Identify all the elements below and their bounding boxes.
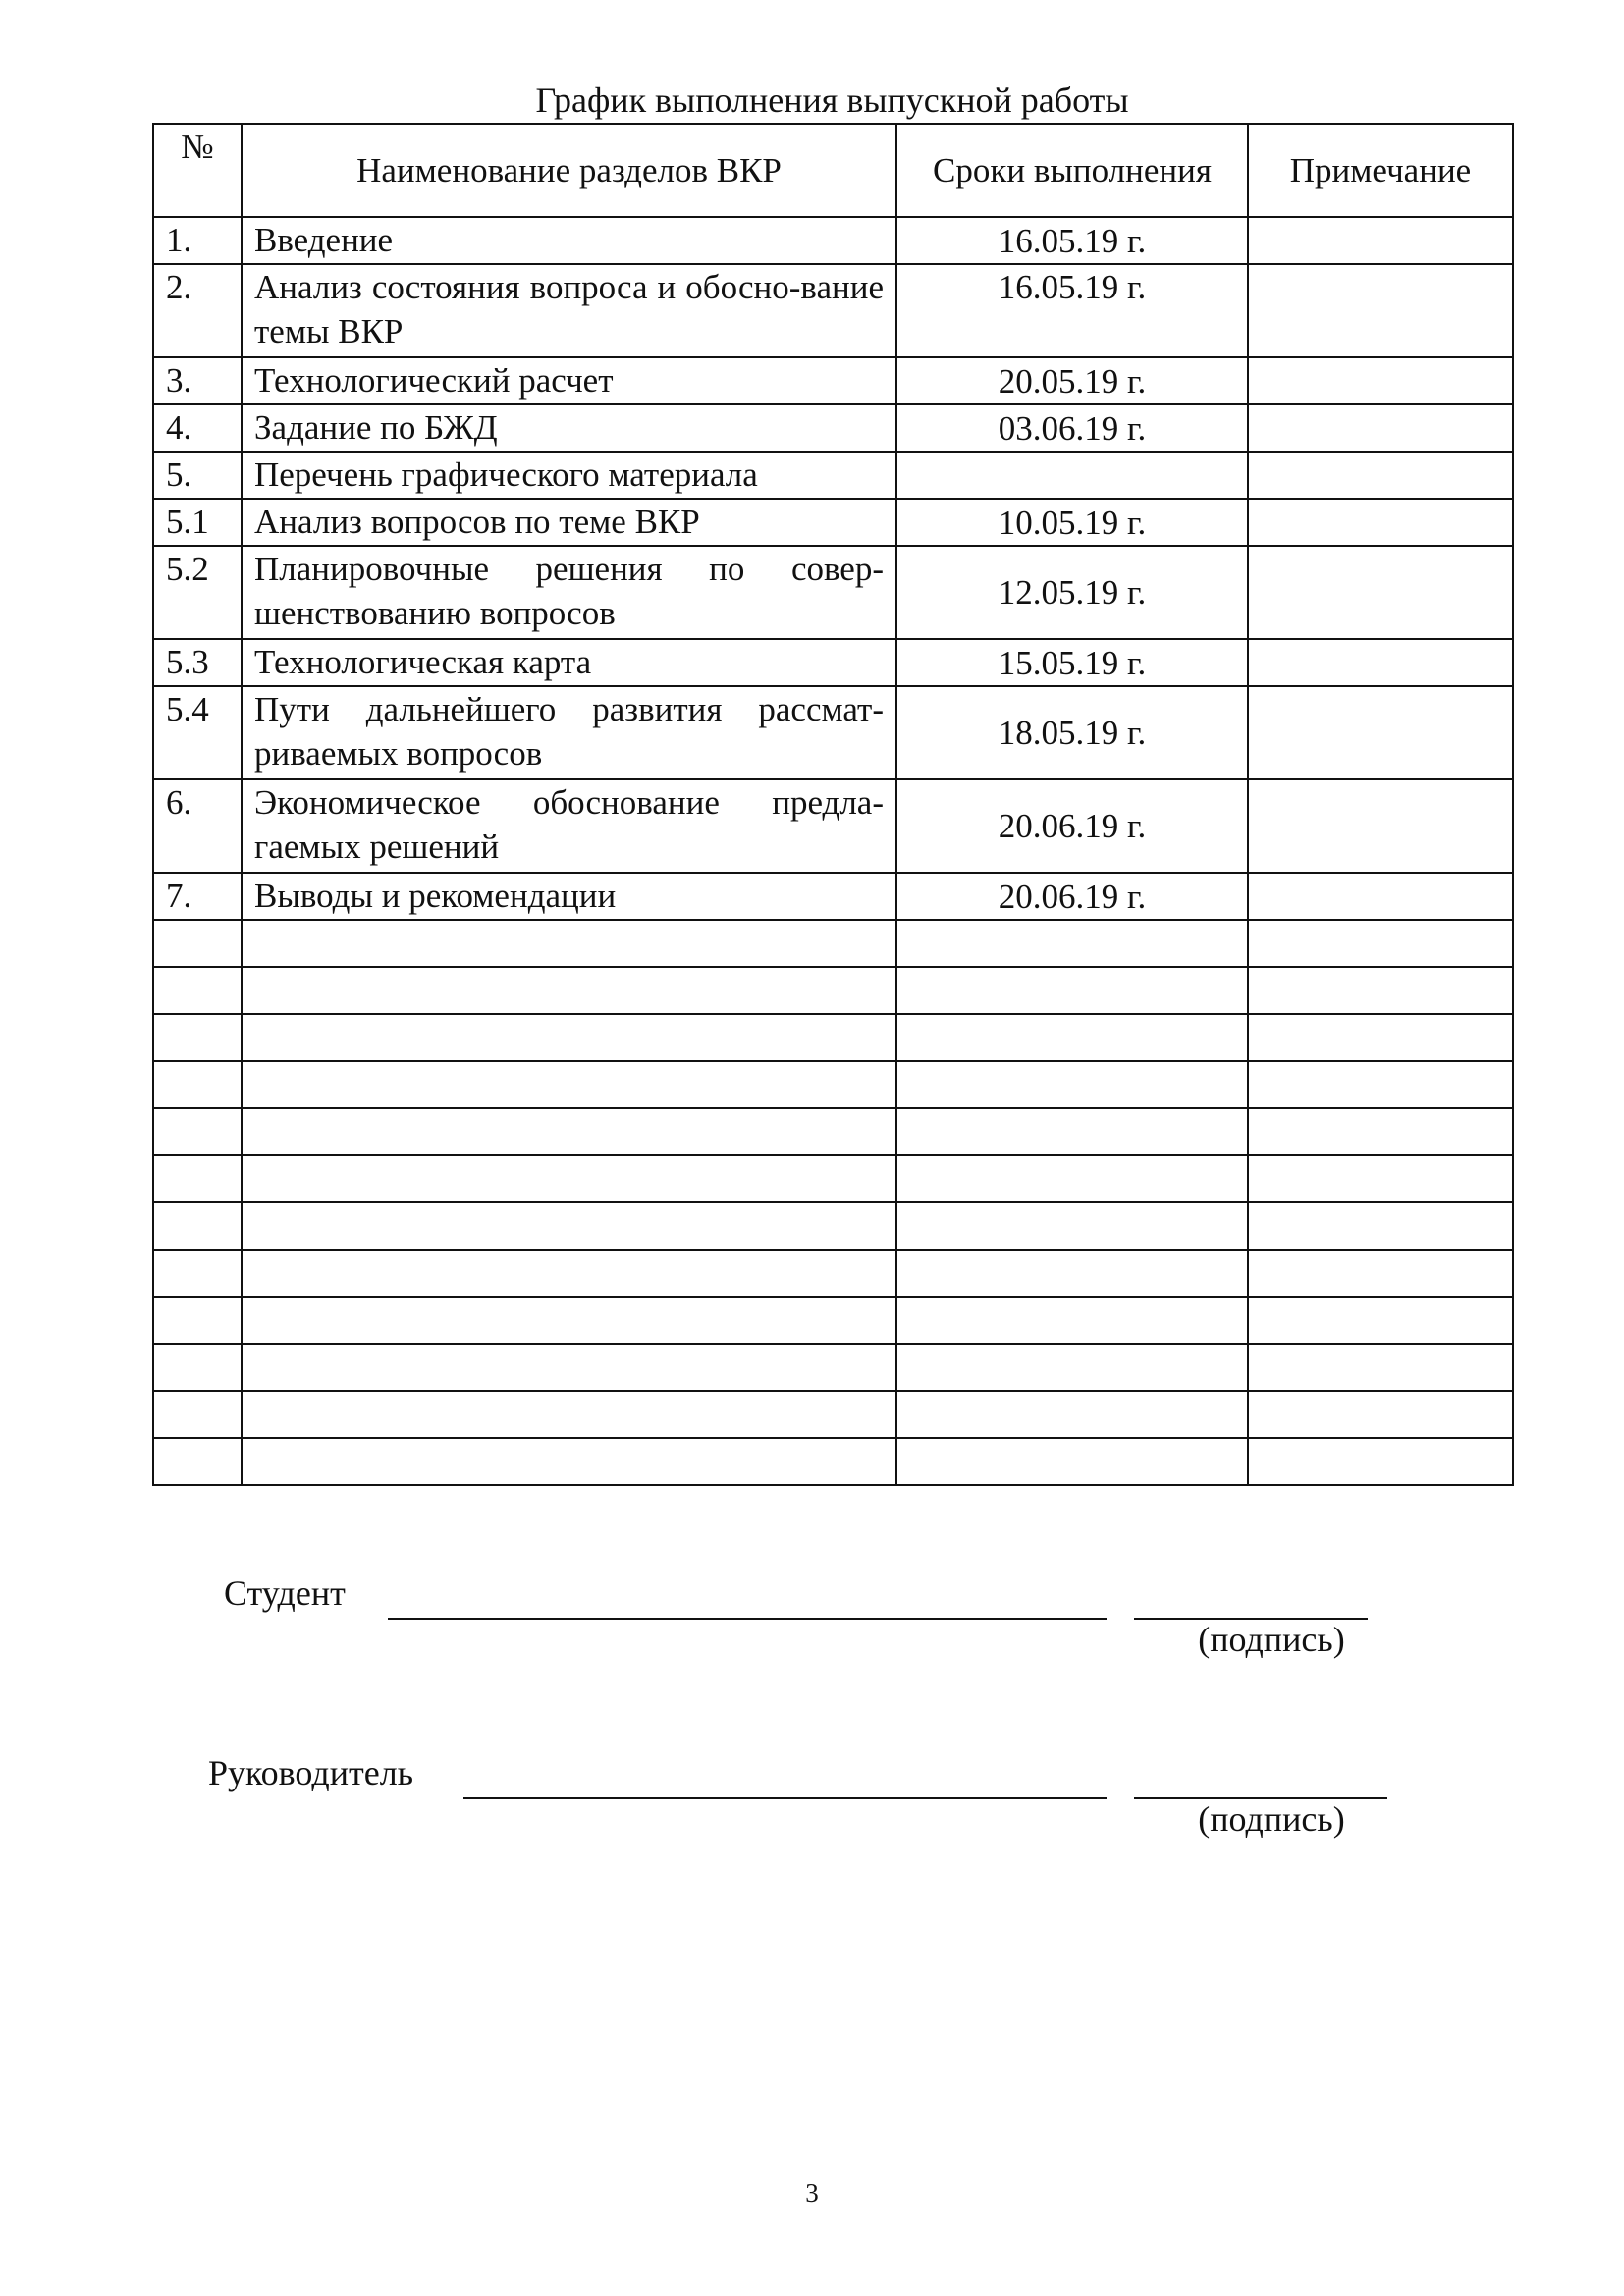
row-note xyxy=(1248,1014,1513,1061)
row-deadline: 20.06.19 г. xyxy=(896,873,1248,920)
row-number xyxy=(153,1155,242,1202)
row-deadline: 12.05.19 г. xyxy=(896,546,1248,639)
row-section: Экономическое обоснование предла-гаемых решений xyxy=(242,779,896,873)
row-section xyxy=(242,1250,896,1297)
row-section: Введение xyxy=(242,217,896,264)
row-note xyxy=(1248,357,1513,404)
row-section: Задание по БЖД xyxy=(242,404,896,452)
row-number xyxy=(153,1202,242,1250)
student-signature-caption: (подпись) xyxy=(1198,1620,1345,1659)
page-title: График выполнения выпускной работы xyxy=(535,80,1129,120)
row-deadline xyxy=(896,1297,1248,1344)
row-section: Выводы и рекомендации xyxy=(242,873,896,920)
row-number: 5.2 xyxy=(153,546,242,639)
row-section xyxy=(242,1202,896,1250)
row-number: 4. xyxy=(153,404,242,452)
row-note xyxy=(1248,639,1513,686)
row-note xyxy=(1248,1202,1513,1250)
empty-table-row xyxy=(153,1014,1513,1061)
student-label: Студент xyxy=(224,1574,346,1613)
row-note xyxy=(1248,404,1513,452)
row-note xyxy=(1248,779,1513,873)
row-section xyxy=(242,1297,896,1344)
row-deadline: 18.05.19 г. xyxy=(896,686,1248,779)
row-number: 1. xyxy=(153,217,242,264)
table-row xyxy=(153,404,1513,452)
student-name-line[interactable] xyxy=(388,1618,1107,1620)
table-row xyxy=(153,779,1513,873)
row-deadline xyxy=(896,1155,1248,1202)
table-row xyxy=(153,546,1513,639)
row-note xyxy=(1248,1297,1513,1344)
row-section: Анализ состояния вопроса и обосно-вание темы ВКР xyxy=(242,264,896,357)
header-section: Наименование разделов ВКР xyxy=(242,124,896,217)
empty-table-row xyxy=(153,1202,1513,1250)
row-note xyxy=(1248,686,1513,779)
row-deadline: 16.05.19 г. xyxy=(896,264,1248,357)
row-section xyxy=(242,1014,896,1061)
table-row xyxy=(153,499,1513,546)
supervisor-signature-caption: (подпись) xyxy=(1198,1799,1345,1839)
row-section: Перечень графического материала xyxy=(242,452,896,499)
row-deadline xyxy=(896,920,1248,967)
row-number: 2. xyxy=(153,264,242,357)
row-note xyxy=(1248,1438,1513,1485)
row-number xyxy=(153,1344,242,1391)
row-section: Планировочные решения по совер-шенствованию вопросов xyxy=(242,546,896,639)
row-note xyxy=(1248,920,1513,967)
empty-table-row xyxy=(153,1391,1513,1438)
schedule-table xyxy=(152,123,1514,1486)
row-note xyxy=(1248,1155,1513,1202)
row-deadline: 15.05.19 г. xyxy=(896,639,1248,686)
row-deadline: 03.06.19 г. xyxy=(896,404,1248,452)
row-deadline: 20.06.19 г. xyxy=(896,779,1248,873)
row-deadline xyxy=(896,1061,1248,1108)
row-section xyxy=(242,1391,896,1438)
row-section: Технологическая карта xyxy=(242,639,896,686)
row-number xyxy=(153,1014,242,1061)
empty-table-row xyxy=(153,1344,1513,1391)
table-row xyxy=(153,357,1513,404)
table-row xyxy=(153,873,1513,920)
row-note xyxy=(1248,1250,1513,1297)
empty-table-row xyxy=(153,1061,1513,1108)
table-row xyxy=(153,264,1513,357)
empty-table-row xyxy=(153,967,1513,1014)
row-number xyxy=(153,1061,242,1108)
row-number: 3. xyxy=(153,357,242,404)
row-section: Анализ вопросов по теме ВКР xyxy=(242,499,896,546)
schedule-table-body xyxy=(153,124,1513,1485)
row-number: 5.4 xyxy=(153,686,242,779)
row-note xyxy=(1248,452,1513,499)
empty-table-row xyxy=(153,1438,1513,1485)
row-deadline: 20.05.19 г. xyxy=(896,357,1248,404)
row-note xyxy=(1248,873,1513,920)
row-note xyxy=(1248,217,1513,264)
row-section: Технологический расчет xyxy=(242,357,896,404)
row-number xyxy=(153,1108,242,1155)
row-deadline xyxy=(896,967,1248,1014)
row-section xyxy=(242,967,896,1014)
row-deadline xyxy=(896,1344,1248,1391)
row-number xyxy=(153,1297,242,1344)
row-section xyxy=(242,1108,896,1155)
empty-table-row xyxy=(153,1250,1513,1297)
row-section xyxy=(242,1155,896,1202)
row-deadline xyxy=(896,452,1248,499)
row-deadline xyxy=(896,1014,1248,1061)
row-number xyxy=(153,1391,242,1438)
row-deadline: 16.05.19 г. xyxy=(896,217,1248,264)
row-number xyxy=(153,1438,242,1485)
row-deadline xyxy=(896,1250,1248,1297)
row-number: 7. xyxy=(153,873,242,920)
row-note xyxy=(1248,546,1513,639)
row-note xyxy=(1248,1108,1513,1155)
empty-table-row xyxy=(153,1155,1513,1202)
header-number: № xyxy=(153,124,242,217)
header-note: Примечание xyxy=(1248,124,1513,217)
table-header-row xyxy=(153,124,1513,217)
row-note xyxy=(1248,1344,1513,1391)
row-number: 6. xyxy=(153,779,242,873)
table-row xyxy=(153,452,1513,499)
row-section xyxy=(242,1061,896,1108)
row-note xyxy=(1248,499,1513,546)
empty-table-row xyxy=(153,1108,1513,1155)
row-number xyxy=(153,920,242,967)
row-section: Пути дальнейшего развития рассмат-риваемых вопросов xyxy=(242,686,896,779)
supervisor-label: Руководитель xyxy=(208,1753,414,1792)
row-section xyxy=(242,920,896,967)
header-deadline: Сроки выполнения xyxy=(896,124,1248,217)
row-number: 5.3 xyxy=(153,639,242,686)
empty-table-row xyxy=(153,1297,1513,1344)
row-number xyxy=(153,1250,242,1297)
row-note xyxy=(1248,967,1513,1014)
table-row xyxy=(153,686,1513,779)
empty-table-row xyxy=(153,920,1513,967)
supervisor-name-line[interactable] xyxy=(463,1797,1107,1799)
row-number: 5. xyxy=(153,452,242,499)
row-number: 5.1 xyxy=(153,499,242,546)
row-number xyxy=(153,967,242,1014)
row-section xyxy=(242,1344,896,1391)
row-note xyxy=(1248,1061,1513,1108)
row-note xyxy=(1248,264,1513,357)
row-deadline: 10.05.19 г. xyxy=(896,499,1248,546)
page-number: 3 xyxy=(805,2178,819,2208)
row-note xyxy=(1248,1391,1513,1438)
row-deadline xyxy=(896,1202,1248,1250)
row-deadline xyxy=(896,1391,1248,1438)
row-section xyxy=(242,1438,896,1485)
row-deadline xyxy=(896,1438,1248,1485)
row-deadline xyxy=(896,1108,1248,1155)
table-row xyxy=(153,217,1513,264)
table-row xyxy=(153,639,1513,686)
